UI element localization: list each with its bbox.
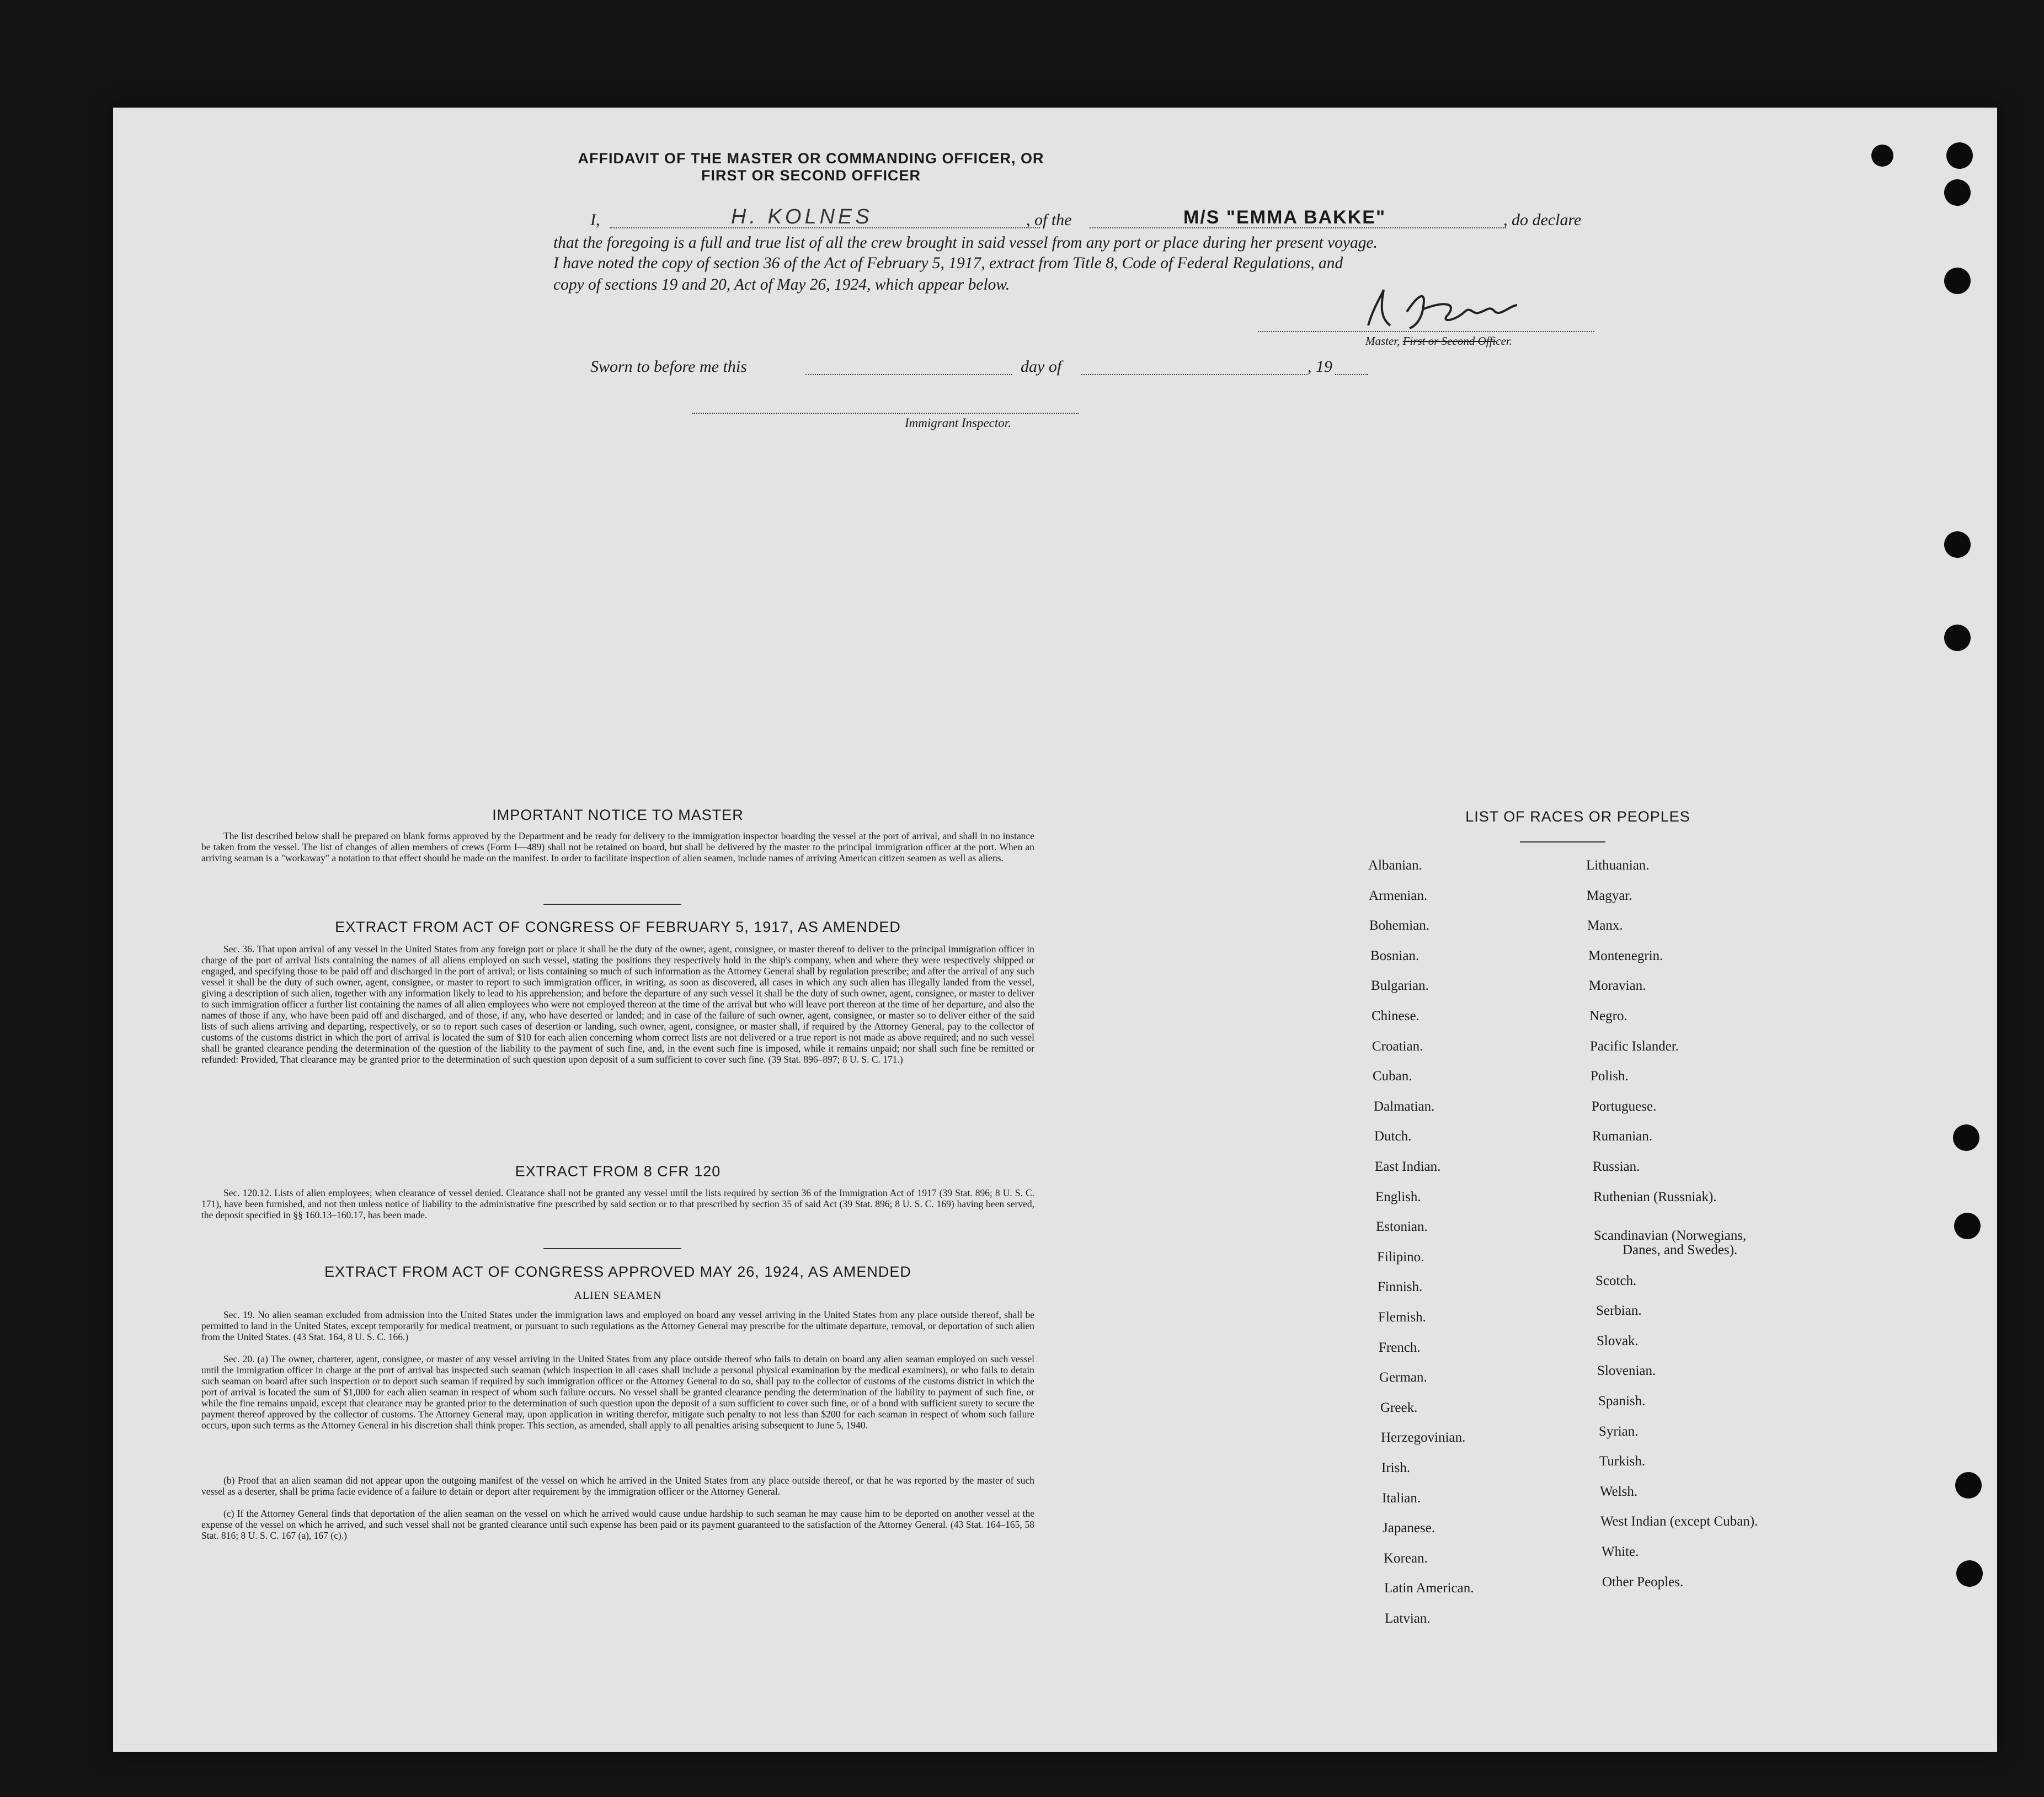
race-item: Ruthenian (Russniak).: [1593, 1189, 1717, 1204]
extract-1917-title: EXTRACT FROM ACT OF CONGRESS OF FEBRUARY 5, 1917, AS AMENDED: [335, 919, 901, 935]
race-item: Dutch.: [1374, 1129, 1412, 1144]
race-item: Polish.: [1591, 1069, 1629, 1084]
race-item: Bulgarian.: [1371, 978, 1429, 994]
race-item: Greek.: [1380, 1400, 1418, 1415]
binder-hole-icon: [1944, 531, 1971, 558]
race-item: Russian.: [1593, 1159, 1640, 1174]
inspector-line: [692, 413, 1079, 414]
race-item: Flemish.: [1378, 1310, 1426, 1325]
race-item: Moravian.: [1589, 978, 1646, 994]
sec-20c-text: (c) If the Attorney General finds that deportation of the alien seaman on the vessel on which he arrived would cause undue hardship to such seaman he may cause him to be deported on another vessel at the expense of the vessel on which he arrived, and such vessel shall not be granted clearance until such expense has been paid or its payment guaranteed to the satisfaction of the Attorney General. (43 Stat. 164–165, 58 Stat. 816; 8 U. S. C. 167 (a), 167 (c).): [201, 1508, 1034, 1541]
sworn-label: Sworn to before me this: [590, 358, 747, 376]
race-item: Chinese.: [1371, 1009, 1419, 1023]
race-item: Serbian.: [1596, 1303, 1642, 1319]
sec-19-text: Sec. 19. No alien seaman excluded from admission into the United States under the immigration laws and employed on board any vessel arriving in the United States from any place outside thereof, shall be permitted to land in the United States, except temporarily for medical treatment, or pursuant to such regulations as the Attorney General may prescribe for the ultimate departure, removal, or deportation of such alien from the United States. (43 Stat. 164, 8 U. S. C. 166.): [201, 1309, 1034, 1342]
binder-hole-icon: [1871, 145, 1893, 167]
race-item: Manx.: [1587, 918, 1623, 934]
race-item: Portuguese.: [1592, 1099, 1657, 1114]
extract-1924-title: EXTRACT FROM ACT OF CONGRESS APPROVED MAY 26, 1924, AS AMENDED: [324, 1263, 911, 1280]
binder-hole-icon: [1944, 625, 1971, 651]
binder-hole-icon: [1956, 1560, 1983, 1587]
race-item: Danes, and Swedes).: [1623, 1242, 1738, 1257]
sig-master: Master,: [1365, 334, 1400, 348]
sworn-day-line: [805, 374, 1012, 375]
race-item: Albanian.: [1368, 858, 1422, 873]
sec-20a-text: Sec. 20. (a) The owner, charterer, agent, consignee, or master of any vessel arriving in the United States from any place outside thereof who fails to detain on board any alien seaman employed on such vessel until the immigration officer in charge at the port of arrival has inspected such seaman (which inspection in all cases shall include a personal physical examination by the medical examiners), or who fails to detain such seaman on board after such inspection or to deport such seaman if required by such immigration officer or the Attorney General to do so, shall pay to the collector of customs of the customs district in which the port of arrival is located the sum of $1,000 for each alien seaman in respect of whom such failure occurs. No vessel shall be granted clearance pending the determination of the liability to payment of such fine, or while the fine remains unpaid, except that clearance may be granted prior to the determination of such question upon the deposit of a sum sufficient to cover such fine, or of a bond with sufficient surety to secure the payment thereof approved by the collector of customs. The Attorney General may, upon application in writing therefor, mitigate such penalty to not less than $200 for each seaman in respect of whom such failure occurs, upon such terms as the Attorney General in his discretion shall think proper. This section, as amended, shall apply to all penalties arising subsequent to June 5, 1940.: [201, 1353, 1034, 1431]
race-item: Spanish.: [1598, 1394, 1646, 1409]
alien-seamen-subtitle: ALIEN SEAMEN: [574, 1289, 662, 1302]
binder-hole-icon: [1953, 1124, 1979, 1151]
race-item: Korean.: [1384, 1550, 1428, 1566]
race-item: West Indian (except Cuban).: [1600, 1514, 1758, 1529]
race-item: Cuban.: [1373, 1069, 1412, 1084]
binder-hole-icon: [1955, 1472, 1982, 1499]
race-item: Turkish.: [1599, 1454, 1646, 1469]
binder-hole-icon: [1944, 268, 1971, 294]
year-prefix: , 19: [1307, 358, 1332, 376]
race-item: Montenegrin.: [1588, 948, 1663, 963]
race-item: Latin American.: [1384, 1581, 1474, 1596]
sig-struck: First or Second Offi: [1402, 334, 1496, 348]
signature-label: [1365, 334, 1512, 348]
race-item: Magyar.: [1587, 888, 1632, 903]
sec-20b-text: (b) Proof that an alien seaman did not appear upon the outgoing manifest of the vessel on which he arrived in the United States from any place outside thereof, or that he was reported by the master of such vessel as a deserter, shall be prima facie evidence of a failure to detain or deport after requirement by the immigration officer or the Attorney General.: [201, 1475, 1034, 1497]
affidavit-line-2: that the foregoing is a full and true list of all the crew brought in said vessel from any port or place during her present voyage.: [553, 234, 1378, 252]
race-item: Lithuanian.: [1586, 858, 1650, 873]
affidavit-line-4: copy of sections 19 and 20, Act of May 26, 1924, which appear below.: [553, 276, 1010, 294]
race-item: Finnish.: [1378, 1279, 1423, 1295]
cfr-text: Sec. 120.12. Lists of alien employees; when clearance of vessel denied. Clearance shall not be granted any vessel until the lists required by section 36 of the Immigration Act of 1917 (39 Stat. 896; 8 U. S. C. 171), have been furnished, and not then unless notice of liability to the administrative fine prescribed by said section or to that prescribed by section 35 of said Act (39 Stat. 896; 8 U. S. C. 169) having been served, the deposit specified in §§ 160.13–160.17, has been made.: [201, 1187, 1034, 1220]
race-item: German.: [1379, 1370, 1427, 1385]
vessel-name: M/S "EMMA BAKKE": [1183, 207, 1386, 228]
sig-end: cer.: [1496, 334, 1512, 348]
races-title: LIST OF RACES OR PEOPLES: [1465, 808, 1690, 825]
affidavit-i-prefix: I,: [590, 211, 600, 229]
extract-1917-text: Sec. 36. That upon arrival of any vessel in the United States from any foreign port or place it shall be the duty of the owner, agent, consignee, or master thereof to deliver to the principal immigration officer in charge of the port of arrival lists containing the names of all aliens employed on such vessel, stating the positions they respectively hold in the ship's company, when and where they were respectively shipped or engaged, and specifying those to be paid off and discharged in the port of arrival; or lists containing so much of such information as the Attorney General shall by regulation prescribe; and after the arrival of any such vessel it shall be the duty of such owner, agent, consignee, or master to report to such immigration officer, in writing, as soon as discovered, all cases in which any such alien has illegally landed from the vessel, giving a description of such alien, together with any information likely to lead to his apprehension; and before the departure of any such vessel it shall be the duty of such owner, agent, consignee, or master to deliver to such immigration officer a further list containing the names of all alien employees who were not employed thereon at the time of the arrival but who will leave port thereon at the time of her departure, and also the names of those if any, who have been paid off and discharged, and of those, if any, who have deserted or landed; and in case of the failure of such owner, agent, consignee, or master so to deliver either of the said lists of such aliens arriving and departing, respectively, or so to report such cases of desertion or landing, such owner, agent, consignee, or master shall, if required by the Attorney General, pay to the collector of customs of the customs district in which the port of arrival is located the sum of $10 for each alien concerning whom correct lists are not delivered or a true report is not made as above required; and no such vessel shall be granted clearance pending the determination of the question of the liability to the payment of such fine, and, in the event such fine is imposed, while it remains unpaid; nor shall such fine be remitted or refunded: Provided, That clearance may be granted prior to the determination of such question upon deposit of a sum sufficient to cover such fine. (39 Stat. 896–897; 8 U. S. C. 171.): [201, 943, 1034, 1065]
officer-name: H. KOLNES: [731, 205, 873, 228]
race-item: Pacific Islander.: [1590, 1038, 1679, 1054]
race-item: Irish.: [1381, 1460, 1411, 1475]
race-item: Herzegovinian.: [1381, 1430, 1466, 1446]
race-item: Italian.: [1382, 1490, 1421, 1506]
affidavit-line-3: I have noted the copy of section 36 of the Act of February 5, 1917, extract from Title 8, Code of Federal Regulations, and: [553, 254, 1343, 272]
race-item: Croatian.: [1372, 1038, 1423, 1054]
race-item: Bosnian.: [1370, 948, 1419, 963]
divider: [543, 1248, 681, 1249]
race-item: Estonian.: [1376, 1219, 1428, 1235]
race-item: Armenian.: [1369, 888, 1428, 903]
divider: [1520, 841, 1605, 842]
affidavit-of-the: , of the: [1026, 211, 1072, 229]
race-item: Filipino.: [1377, 1249, 1424, 1265]
race-item: East Indian.: [1375, 1159, 1441, 1174]
affidavit-do-declare: , do declare: [1503, 211, 1582, 229]
race-item: English.: [1375, 1189, 1421, 1204]
sworn-year-line: [1335, 374, 1368, 375]
race-item: Scotch.: [1595, 1273, 1637, 1288]
notice-text: The list described below shall be prepared on blank forms approved by the Department and be ready for delivery to the immigration inspector boarding the vessel at the port of arrival, and shall in no instance be taken from the vessel. The list of changes of alien members of crews (Form I—489) shall not be retained on board, but shall be delivered by the master to the principal immigration officer at the port. When an arriving seaman is a "workaway" a notation to that effect should be made on the manifest. In order to facilitate inspection of alien seamen, include names of arriving American citizen seamen as well as aliens.: [201, 830, 1034, 863]
notice-title: IMPORTANT NOTICE TO MASTER: [492, 807, 744, 823]
race-item: Welsh.: [1600, 1484, 1638, 1499]
race-item: Negro.: [1589, 1009, 1627, 1023]
race-item: Slovenian.: [1597, 1363, 1656, 1379]
signature-image: [1357, 273, 1534, 339]
day-of-label: day of: [1021, 358, 1062, 376]
race-item: French.: [1379, 1340, 1421, 1355]
binder-hole-icon: [1944, 179, 1971, 206]
divider: [543, 904, 681, 905]
race-item: Japanese.: [1383, 1521, 1435, 1536]
race-item: Scandinavian (Norwegians,: [1594, 1228, 1747, 1243]
binder-hole-icon: [1946, 142, 1973, 169]
race-item: Dalmatian.: [1374, 1099, 1435, 1114]
sworn-month-line: [1081, 374, 1307, 375]
race-item: Other Peoples.: [1602, 1574, 1684, 1590]
race-item: Syrian.: [1599, 1423, 1639, 1439]
cfr-title: EXTRACT FROM 8 CFR 120: [515, 1163, 721, 1180]
race-item: Rumanian.: [1592, 1129, 1653, 1144]
race-item: Slovak.: [1597, 1333, 1639, 1348]
affidavit-title: AFFIDAVIT OF THE MASTER OR COMMANDING OFFICER, OR FIRST OR SECOND OFFICER: [578, 150, 1044, 184]
inspector-label: Immigrant Inspector.: [905, 416, 1011, 430]
binder-hole-icon: [1954, 1213, 1981, 1239]
race-item: Bohemian.: [1369, 918, 1430, 934]
race-item: White.: [1602, 1544, 1639, 1559]
race-item: Latvian.: [1385, 1611, 1431, 1626]
